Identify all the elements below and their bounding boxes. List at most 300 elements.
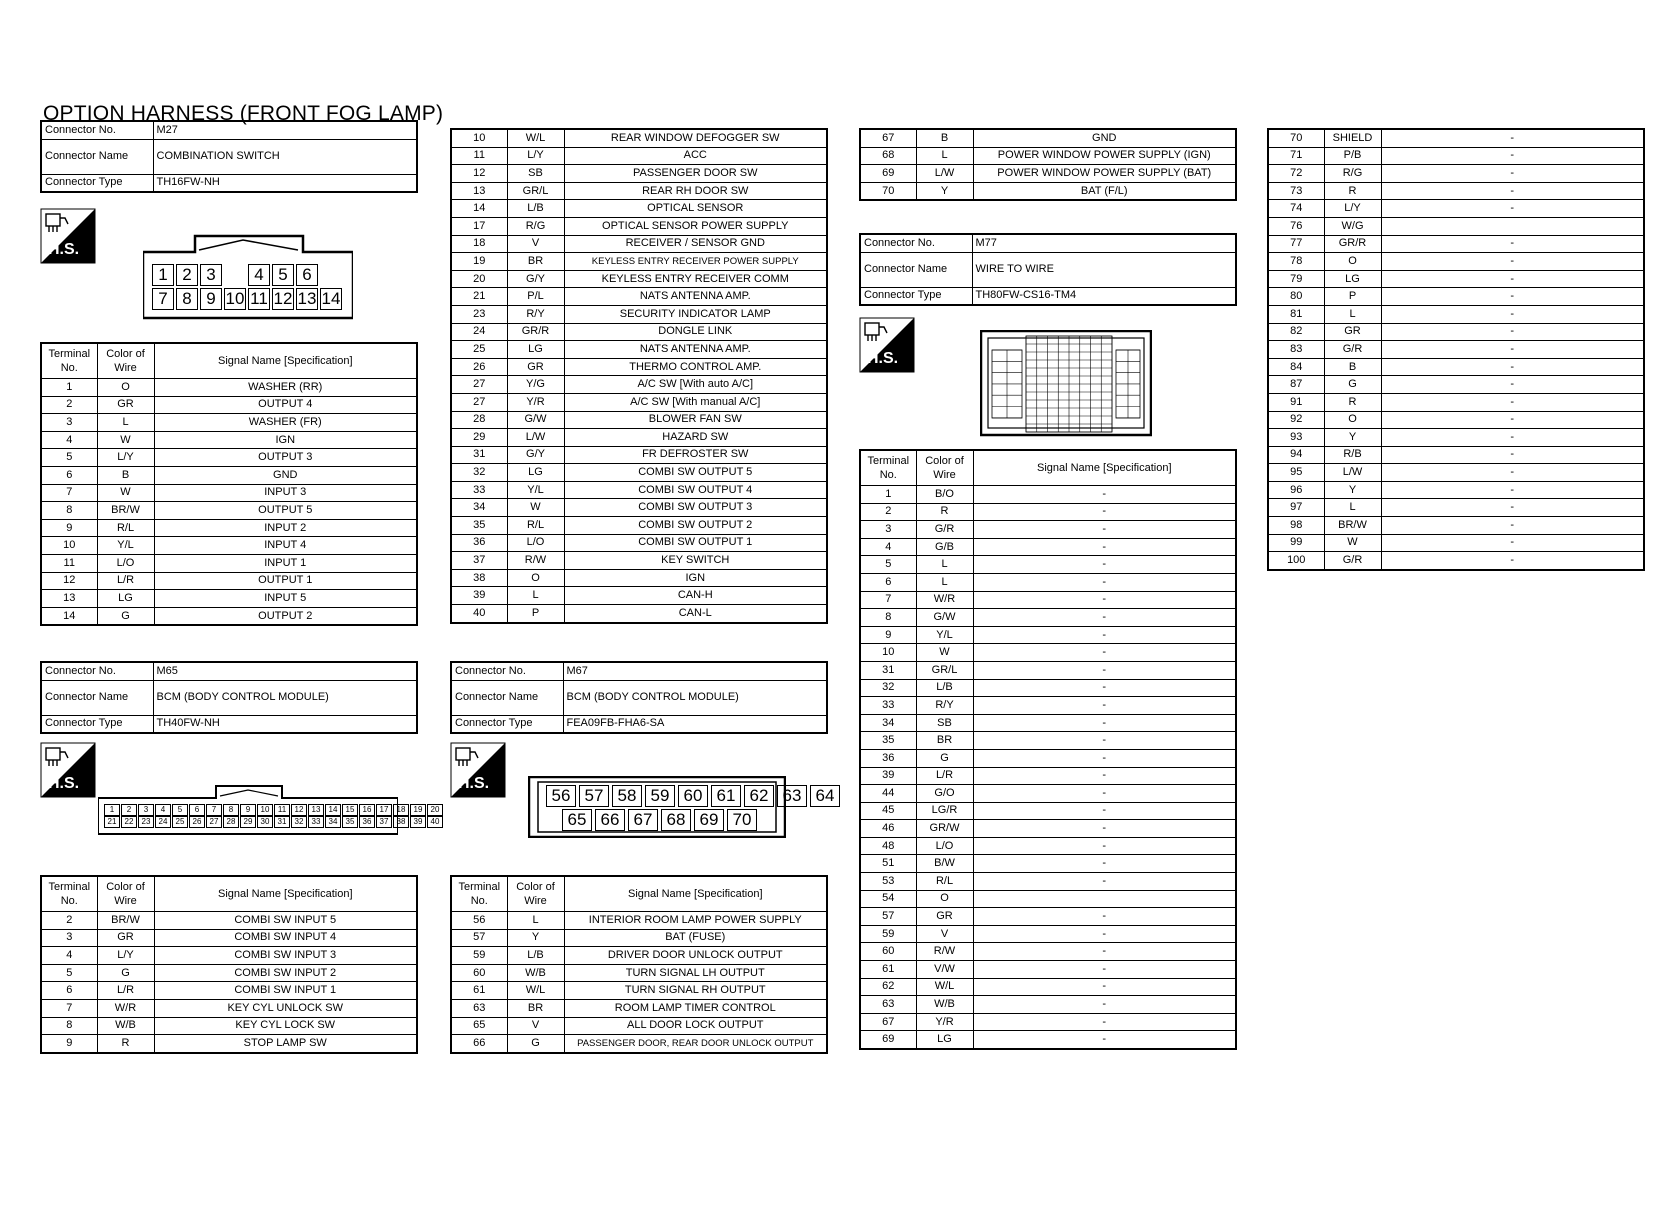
connector-pin: 67	[628, 809, 658, 831]
terminal-no: 60	[451, 964, 507, 982]
signal-name: INPUT 4	[154, 537, 417, 555]
terminal-no: 24	[451, 323, 507, 341]
terminal-no: 56	[451, 912, 507, 930]
table-row	[860, 129, 1236, 147]
terminal-no: 17	[451, 217, 507, 235]
terminal-no: 100	[1268, 552, 1324, 570]
m67-terminal-table-cont	[859, 128, 1237, 201]
table-row	[1268, 253, 1644, 271]
signal-header: Signal Name [Specification]	[154, 876, 417, 912]
table-row	[41, 414, 417, 432]
table-row	[451, 358, 827, 376]
table-header	[451, 876, 827, 912]
terminal-no: 34	[860, 714, 916, 732]
table-row	[451, 1035, 827, 1053]
wire-color: R	[916, 503, 973, 521]
table-row	[41, 964, 417, 982]
table-row	[451, 411, 827, 429]
terminal-no: 38	[451, 569, 507, 587]
table-row	[451, 429, 827, 447]
terminal-no: 9	[860, 626, 916, 644]
wire-color: W/R	[97, 999, 154, 1017]
signal-name: COMBI SW INPUT 2	[154, 964, 417, 982]
wire-color: G/B	[916, 538, 973, 556]
terminal-no: 7	[41, 484, 97, 502]
signal-name: COMBI SW OUTPUT 5	[564, 464, 827, 482]
signal-name: -	[973, 732, 1236, 750]
terminal-no: 61	[451, 982, 507, 1000]
connector-pin: 66	[595, 809, 625, 831]
signal-name: COMBI SW OUTPUT 4	[564, 481, 827, 499]
connector-pin: 8	[223, 804, 239, 816]
wire-color: R	[1324, 393, 1381, 411]
connector-pin: 10	[225, 289, 245, 308]
table-row	[451, 464, 827, 482]
terminal-no: 13	[41, 590, 97, 608]
signal-name: TURN SIGNAL LH OUTPUT	[564, 964, 827, 982]
table-row	[860, 996, 1236, 1014]
table-row	[451, 947, 827, 965]
label: Connector Type	[860, 287, 972, 305]
wire-color: L/Y	[1324, 200, 1381, 218]
table-row	[451, 517, 827, 535]
wire-color: W/B	[97, 1017, 154, 1035]
connector-pin: 29	[240, 816, 256, 828]
signal-name: -	[1381, 446, 1644, 464]
terminal-no: 70	[860, 182, 916, 200]
terminal-no: 67	[860, 1013, 916, 1031]
wire-color: BR/W	[97, 502, 154, 520]
wire-color: G/O	[916, 785, 973, 803]
m77-type: TH80FW-CS16-TM4	[972, 287, 1236, 305]
signal-name: -	[973, 996, 1236, 1014]
terminal-no: 6	[860, 573, 916, 591]
connector-pin: 57	[579, 785, 609, 807]
terminal-no: 91	[1268, 393, 1324, 411]
m65-no: M65	[153, 662, 417, 680]
table-row	[860, 961, 1236, 979]
signal-name: A/C SW [With manual A/C]	[564, 393, 827, 411]
table-row	[451, 376, 827, 394]
wire-color: L/R	[916, 767, 973, 785]
signal-name: OUTPUT 2	[154, 607, 417, 625]
wire-color: BR	[507, 999, 564, 1017]
wire-color: G/R	[1324, 341, 1381, 359]
wire-color: Y/L	[916, 626, 973, 644]
terminal-no: 2	[41, 912, 97, 930]
m27-name: COMBINATION SWITCH	[153, 139, 417, 174]
table-row	[860, 890, 1236, 908]
table-row	[860, 925, 1236, 943]
wire-color: SHIELD	[1324, 129, 1381, 147]
signal-name: -	[1381, 552, 1644, 570]
signal-name: -	[1381, 182, 1644, 200]
wire-color: L	[916, 147, 973, 165]
m67-name: BCM (BODY CONTROL MODULE)	[563, 680, 827, 715]
wire-color: O	[916, 890, 973, 908]
table-row	[860, 644, 1236, 662]
terminal-no: 57	[451, 929, 507, 947]
terminal-no: 9	[41, 519, 97, 537]
table-row	[860, 767, 1236, 785]
terminal-no: 3	[41, 414, 97, 432]
table-row	[1268, 288, 1644, 306]
wire-color: LG	[1324, 270, 1381, 288]
signal-name: -	[973, 837, 1236, 855]
connector-pin: 68	[661, 809, 691, 831]
terminal-no: 7	[41, 999, 97, 1017]
signal-name: SECURITY INDICATOR LAMP	[564, 305, 827, 323]
terminal-no: 6	[41, 466, 97, 484]
table-row	[1268, 358, 1644, 376]
m65-info	[40, 661, 418, 734]
table-header	[860, 450, 1236, 486]
connector-pin: 33	[308, 816, 324, 828]
signal-header: Signal Name [Specification]	[154, 343, 417, 379]
terminal-no: 19	[451, 253, 507, 271]
wire-color: L/O	[916, 837, 973, 855]
connector-pin: 30	[257, 816, 273, 828]
table-row	[451, 323, 827, 341]
terminal-no: 92	[1268, 411, 1324, 429]
wire-color: GR/L	[916, 661, 973, 679]
connector-pin: 19	[410, 804, 426, 816]
terminal-header: Terminal No.	[41, 343, 97, 379]
table-row	[1268, 270, 1644, 288]
signal-name: OPTICAL SENSOR	[564, 200, 827, 218]
wire-color: P/L	[507, 288, 564, 306]
terminal-no: 10	[860, 644, 916, 662]
terminal-no: 32	[451, 464, 507, 482]
wire-color: R/L	[97, 519, 154, 537]
signal-name: -	[973, 943, 1236, 961]
signal-name: -	[973, 749, 1236, 767]
connector-pin: 37	[376, 816, 392, 828]
connector-pin: 59	[645, 785, 675, 807]
hs-label: H.S.	[867, 350, 899, 367]
signal-name: WASHER (RR)	[154, 379, 417, 397]
wire-color: W/R	[916, 591, 973, 609]
terminal-no: 1	[860, 486, 916, 504]
signal-name: OUTPUT 1	[154, 572, 417, 590]
terminal-no: 9	[41, 1035, 97, 1053]
terminal-no: 28	[451, 411, 507, 429]
terminal-no: 57	[860, 908, 916, 926]
terminal-no: 51	[860, 855, 916, 873]
connector-pin: 35	[342, 816, 358, 828]
terminal-no: 34	[451, 499, 507, 517]
signal-name: INTERIOR ROOM LAMP POWER SUPPLY	[564, 912, 827, 930]
table-row	[451, 253, 827, 271]
signal-name	[1381, 217, 1644, 235]
terminal-no: 14	[451, 200, 507, 218]
wire-color: B/O	[916, 486, 973, 504]
terminal-no: 98	[1268, 517, 1324, 535]
wire-color: LG	[507, 464, 564, 482]
signal-name: -	[973, 714, 1236, 732]
wire-color: BR	[507, 253, 564, 271]
signal-name: REAR RH DOOR SW	[564, 182, 827, 200]
terminal-no: 71	[1268, 147, 1324, 165]
table-row	[41, 590, 417, 608]
table-row	[860, 591, 1236, 609]
signal-name: PASSENGER DOOR, REAR DOOR UNLOCK OUTPUT	[564, 1035, 827, 1053]
signal-name: -	[973, 1031, 1236, 1049]
signal-name: -	[973, 925, 1236, 943]
signal-name: -	[973, 855, 1236, 873]
terminal-no: 10	[451, 129, 507, 147]
m65-terminal-table-cont	[450, 128, 828, 624]
table-row	[41, 1017, 417, 1035]
wire-color: SB	[916, 714, 973, 732]
connector-pin: 12	[273, 289, 293, 308]
connector-pin: 14	[321, 289, 341, 308]
signal-name: HAZARD SW	[564, 429, 827, 447]
terminal-no: 40	[451, 605, 507, 623]
wire-color: G	[1324, 376, 1381, 394]
wire-color: LG	[916, 1031, 973, 1049]
connector-pin: 18	[393, 804, 409, 816]
signal-name: BLOWER FAN SW	[564, 411, 827, 429]
terminal-no: 6	[41, 982, 97, 1000]
connector-pin: 60	[678, 785, 708, 807]
signal-name	[973, 890, 1236, 908]
signal-name: PASSENGER DOOR SW	[564, 165, 827, 183]
table-row	[1268, 464, 1644, 482]
label: Connector Name	[451, 680, 563, 715]
label: Connector No.	[860, 234, 972, 252]
label: Connector No.	[451, 662, 563, 680]
signal-name: GND	[154, 466, 417, 484]
wire-color: L/B	[507, 200, 564, 218]
terminal-header: Terminal No.	[41, 876, 97, 912]
wire-color: GR	[1324, 323, 1381, 341]
wire-color: Y/R	[916, 1013, 973, 1031]
m77-info	[859, 233, 1237, 306]
wire-color: R/W	[507, 552, 564, 570]
signal-name: -	[973, 873, 1236, 891]
terminal-no: 12	[451, 165, 507, 183]
connector-pin: 5	[272, 264, 294, 286]
table-row	[41, 449, 417, 467]
wire-color: R/W	[916, 943, 973, 961]
table-row	[451, 305, 827, 323]
connector-pin: 9	[200, 288, 222, 310]
terminal-no: 31	[860, 661, 916, 679]
wire-color: Y	[1324, 481, 1381, 499]
connector-pin: 5	[172, 804, 188, 816]
table-row	[41, 1035, 417, 1053]
color-header: Color of Wire	[97, 343, 154, 379]
wire-color: LG	[97, 590, 154, 608]
signal-name: THERMO CONTROL AMP.	[564, 358, 827, 376]
table-row	[451, 964, 827, 982]
connector-pin: 34	[325, 816, 341, 828]
wire-color: L/R	[97, 982, 154, 1000]
table-row	[1268, 217, 1644, 235]
signal-name: BAT (F/L)	[973, 182, 1236, 200]
table-row	[451, 605, 827, 623]
table-row	[451, 288, 827, 306]
terminal-no: 63	[451, 999, 507, 1017]
pin-row	[152, 264, 344, 286]
m27-no: M27	[153, 121, 417, 139]
terminal-no: 99	[1268, 534, 1324, 552]
signal-name: -	[1381, 499, 1644, 517]
signal-name: GND	[973, 129, 1236, 147]
wire-color: W	[1324, 534, 1381, 552]
table-row	[41, 431, 417, 449]
table-row	[860, 182, 1236, 200]
terminal-no: 48	[860, 837, 916, 855]
signal-name: -	[973, 1013, 1236, 1031]
table-row	[1268, 200, 1644, 218]
wire-color: L/W	[1324, 464, 1381, 482]
table-row	[41, 554, 417, 572]
m65-name: BCM (BODY CONTROL MODULE)	[153, 680, 417, 715]
terminal-no: 59	[860, 925, 916, 943]
table-row	[451, 341, 827, 359]
wire-color: G/R	[1324, 552, 1381, 570]
terminal-no: 11	[41, 554, 97, 572]
wire-color: BR	[916, 732, 973, 750]
table-header	[41, 343, 417, 379]
table-row	[1268, 305, 1644, 323]
wire-color: W	[916, 644, 973, 662]
wire-color: L/B	[507, 947, 564, 965]
terminal-no: 23	[451, 305, 507, 323]
signal-header: Signal Name [Specification]	[973, 450, 1236, 486]
signal-name: -	[973, 644, 1236, 662]
wire-color: GR	[507, 358, 564, 376]
wire-color: Y/G	[507, 376, 564, 394]
hs-label: H.S.	[48, 775, 80, 792]
signal-name: -	[973, 697, 1236, 715]
connector-pin: 3	[200, 264, 222, 286]
table-row	[1268, 341, 1644, 359]
terminal-no: 83	[1268, 341, 1324, 359]
table-row	[860, 785, 1236, 803]
signal-name: KEY SWITCH	[564, 552, 827, 570]
terminal-header: Terminal No.	[451, 876, 507, 912]
wire-color: L/Y	[97, 449, 154, 467]
signal-name: KEYLESS ENTRY RECEIVER COMM	[564, 270, 827, 288]
terminal-no: 80	[1268, 288, 1324, 306]
terminal-no: 8	[860, 609, 916, 627]
pin-row	[104, 804, 444, 816]
connector-pin: 9	[240, 804, 256, 816]
signal-name: INPUT 2	[154, 519, 417, 537]
wire-color: B	[1324, 358, 1381, 376]
signal-name: DRIVER DOOR UNLOCK OUTPUT	[564, 947, 827, 965]
connector-pin: 65	[562, 809, 592, 831]
table-row	[1268, 534, 1644, 552]
connector-pin: 3	[138, 804, 154, 816]
signal-name: -	[1381, 517, 1644, 535]
signal-name: OUTPUT 5	[154, 502, 417, 520]
wire-color: Y	[1324, 429, 1381, 447]
table-row	[860, 820, 1236, 838]
terminal-no: 27	[451, 376, 507, 394]
signal-name: KEY CYL LOCK SW	[154, 1017, 417, 1035]
terminal-no: 13	[451, 182, 507, 200]
terminal-no: 36	[860, 749, 916, 767]
signal-name: -	[973, 820, 1236, 838]
table-row	[1268, 446, 1644, 464]
m77-terminal-table-cont	[1267, 128, 1645, 571]
table-row	[1268, 552, 1644, 570]
terminal-no: 12	[41, 572, 97, 590]
terminal-no: 74	[1268, 200, 1324, 218]
connector-pin: 22	[121, 816, 137, 828]
m67-type: FEA09FB-FHA6-SA	[563, 715, 827, 733]
wire-color: GR	[97, 396, 154, 414]
table-row	[451, 929, 827, 947]
hs-harness-side-icon	[859, 317, 915, 373]
connector-pin: 1	[152, 264, 174, 286]
terminal-no: 70	[1268, 129, 1324, 147]
table-row	[41, 519, 417, 537]
table-row	[860, 503, 1236, 521]
signal-name: -	[1381, 270, 1644, 288]
m27-terminal-table	[40, 342, 418, 626]
signal-name: A/C SW [With auto A/C]	[564, 376, 827, 394]
label: Connector No.	[41, 121, 153, 139]
signal-name: -	[973, 802, 1236, 820]
terminal-no: 33	[451, 481, 507, 499]
table-row	[860, 486, 1236, 504]
wire-color: V	[507, 1017, 564, 1035]
table-row	[451, 499, 827, 517]
wire-color: BR/W	[1324, 517, 1381, 535]
signal-name: -	[1381, 429, 1644, 447]
table-row	[451, 270, 827, 288]
connector-pin: 38	[393, 816, 409, 828]
table-row	[451, 217, 827, 235]
table-row	[860, 978, 1236, 996]
table-row	[451, 235, 827, 253]
connector-pin: 25	[172, 816, 188, 828]
wire-color: G	[507, 1035, 564, 1053]
table-row	[1268, 499, 1644, 517]
signal-name: -	[973, 556, 1236, 574]
signal-name: NATS ANTENNA AMP.	[564, 288, 827, 306]
wire-color: GR/W	[916, 820, 973, 838]
signal-name: -	[973, 785, 1236, 803]
terminal-no: 78	[1268, 253, 1324, 271]
terminal-no: 14	[41, 607, 97, 625]
signal-name: -	[973, 679, 1236, 697]
terminal-no: 18	[451, 235, 507, 253]
table-row	[1268, 235, 1644, 253]
table-row	[451, 587, 827, 605]
wire-color: G/Y	[507, 446, 564, 464]
wire-color: LG	[507, 341, 564, 359]
pin-row	[104, 816, 444, 828]
terminal-no: 21	[451, 288, 507, 306]
terminal-no: 79	[1268, 270, 1324, 288]
table-row	[41, 982, 417, 1000]
wire-color: W	[97, 484, 154, 502]
table-row	[860, 147, 1236, 165]
wire-color: Y/L	[507, 481, 564, 499]
table-row	[860, 873, 1236, 891]
wire-color: GR/R	[1324, 235, 1381, 253]
terminal-no: 5	[41, 449, 97, 467]
terminal-no: 26	[451, 358, 507, 376]
terminal-no: 60	[860, 943, 916, 961]
connector-pin: 17	[376, 804, 392, 816]
